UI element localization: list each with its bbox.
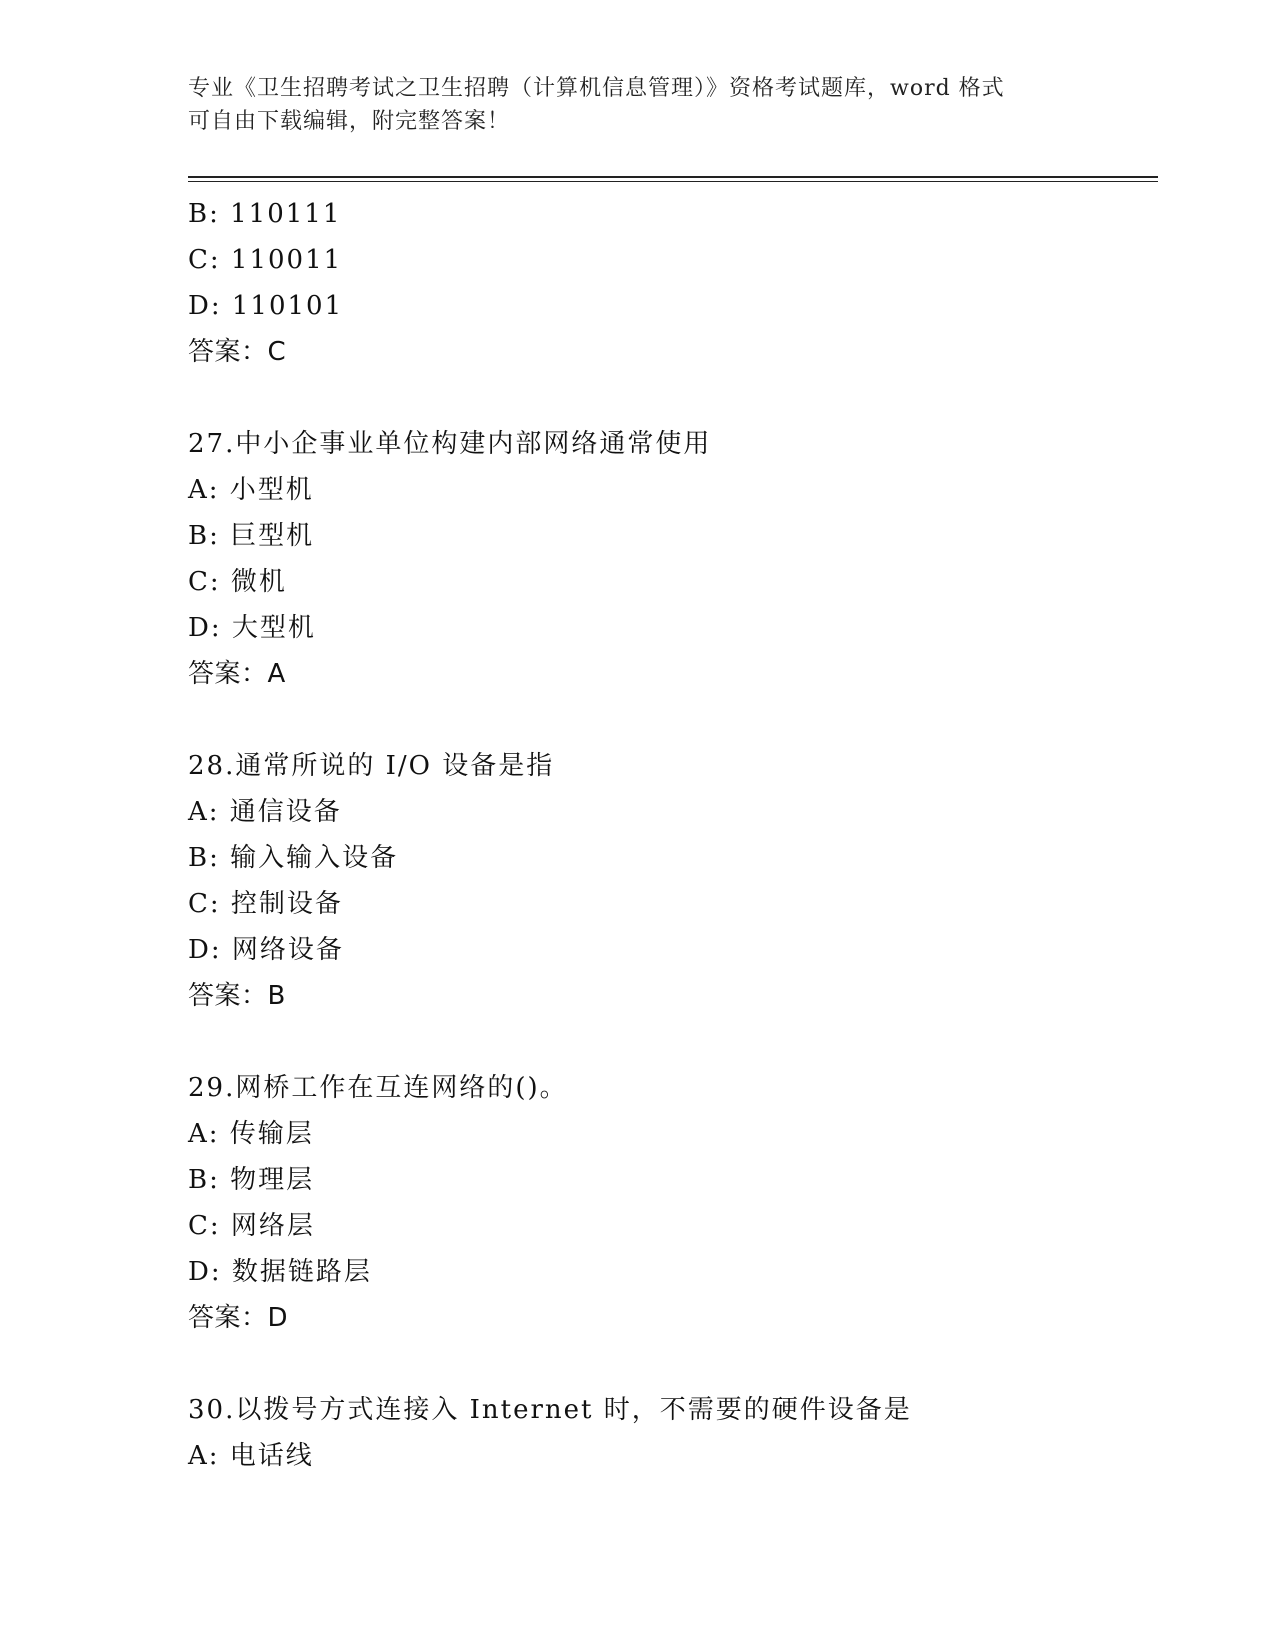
option-d: D: 110101 [188, 291, 344, 321]
spacer [188, 1341, 1158, 1387]
answer-line: 答案：B [188, 981, 286, 1011]
option-b: B: 110111 [188, 199, 342, 229]
option-c: C: 微机 [188, 567, 287, 597]
question-stem: 27.中小企事业单位构建内部网络通常使用 [188, 429, 712, 459]
spacer [188, 1019, 1158, 1065]
question-30 [188, 1387, 1158, 1479]
spacer [188, 375, 1158, 421]
question-28 [188, 743, 1158, 1019]
question-stem: 30.以拨号方式连接入 Internet 时，不需要的硬件设备是 [188, 1395, 912, 1425]
question-stem: 28.通常所说的 I/O 设备是指 [188, 751, 555, 781]
option-a: A: 电话线 [188, 1441, 314, 1471]
header-rule-thin [188, 181, 1158, 182]
header-line-2: 可自由下载编辑，附完整答案！ [188, 109, 511, 134]
answer-line: 答案：D [188, 1303, 289, 1333]
option-d: D: 大型机 [188, 613, 316, 643]
question-26 [188, 191, 1158, 375]
option-d: D: 网络设备 [188, 935, 344, 965]
option-a: A: 通信设备 [188, 797, 342, 827]
option-b: B: 物理层 [188, 1165, 315, 1195]
option-c: C: 网络层 [188, 1211, 315, 1241]
option-b: B: 巨型机 [188, 521, 315, 551]
header-rule-thick [188, 176, 1158, 178]
question-list [188, 191, 1158, 1479]
answer-line: 答案：C [188, 337, 287, 367]
question-29 [188, 1065, 1158, 1341]
spacer [188, 697, 1158, 743]
option-a: A: 小型机 [188, 475, 314, 505]
option-c: C: 110011 [188, 245, 343, 275]
option-b: B: 输入输入设备 [188, 843, 399, 873]
option-a: A: 传输层 [188, 1119, 314, 1149]
question-27 [188, 421, 1158, 697]
document-header [188, 72, 1088, 138]
answer-line: 答案：A [188, 659, 286, 689]
option-d: D: 数据链路层 [188, 1257, 372, 1287]
option-c: C: 控制设备 [188, 889, 343, 919]
header-line-1: 专业《卫生招聘考试之卫生招聘（计算机信息管理）》资格考试题库，word 格式 [188, 76, 1005, 101]
question-stem: 29.网桥工作在互连网络的()。 [188, 1073, 568, 1103]
